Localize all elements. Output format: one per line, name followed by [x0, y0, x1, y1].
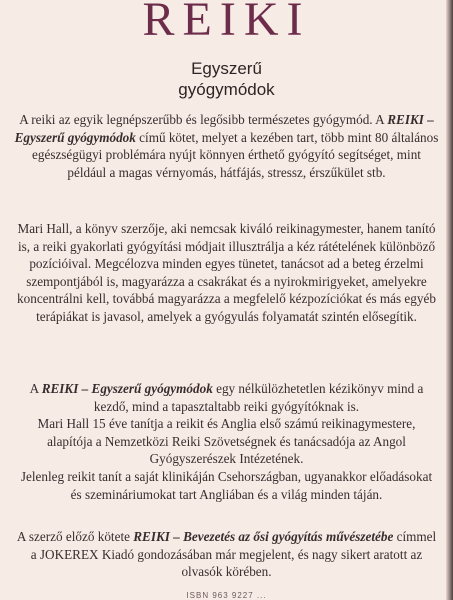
book-title-reference: REIKI – Egyszerű gyógymódok: [14, 112, 434, 145]
intro-text-end: című kötet, melyet a kezében tart, több mint 80 általános egészségügyi problémára nyújt könnyen érthető gyógyító segítséget, mint például a magas vérnyomás, hátfájás, stressz, érszűkület stb.: [32, 129, 439, 180]
subtitle-line-1: Egyszerű: [191, 59, 262, 78]
previous-book-title: REIKI – Bevezetés az ősi gyógyítás művészetébe: [133, 529, 394, 544]
author-current-work: Jelenleg reikit tanít a saját klinikáján Csehországban, ugyanakkor előadásokat és szemináriumokat tart Angliában és a világ minden táján.: [20, 468, 433, 502]
handbook-sentence: [14, 380, 439, 415]
previous-book-text-start: A szerző előző kötete: [16, 529, 134, 544]
book-subtitle: [0, 58, 453, 100]
handbook-text-start: A: [29, 381, 42, 396]
book-title: REIKI: [142, 0, 311, 46]
previous-book-paragraph: [14, 528, 439, 581]
subtitle-line-2: gyógymódok: [178, 80, 275, 99]
intro-text-start: A reiki az egyik legnépszerűbb és legősibb természetes gyógymód. A: [19, 112, 388, 127]
intro-paragraph: [14, 111, 439, 181]
author-text: Mari Hall, a könyv szerzője, aki nemcsak kiváló reikinagymester, hanem tanító is, a reiki gyakorlati gyógyítási módjait illusztrálja a kéz rátételének különböző pozícióival. Megcélozva minden egyes tünetet, tanácsot ad a beteg érzelmi szempontjából is, magyarázza a csakrákat és a nyirokmirigyeket, amelyekre koncentrálni kell, továbbá magyarázza a megfelelő kézpozíciókat és más egyéb terápiákat is javasol, amelyek a gyógyulás folyamatát szintén elősegítik.: [17, 221, 436, 324]
handbook-text-end: egy nélkülözhetetlen kézikönyv mind a kezdő, mind a tapasztaltabb reiki gyógyítóknak is.: [93, 381, 424, 414]
isbn-line: ISBN 963 9227 ...: [186, 591, 267, 600]
book-title-reference: REIKI – Egyszerű gyógymódok: [41, 381, 213, 396]
handbook-paragraph: [14, 380, 439, 503]
author-bio: Mari Hall 15 éve tanítja a reikit és Anglia első számú reikinagymestere, alapítója a Nemzetközi Reiki Szövetségnek és tanácsadója az Angol Gyógyszerészek Intézetének.: [37, 416, 416, 467]
previous-book-text-end: címmel a JOKEREX Kiadó gondozásában már megjelent, és nagy sikert aratott az olvasók körében.: [30, 529, 437, 580]
author-paragraph: [14, 220, 439, 326]
